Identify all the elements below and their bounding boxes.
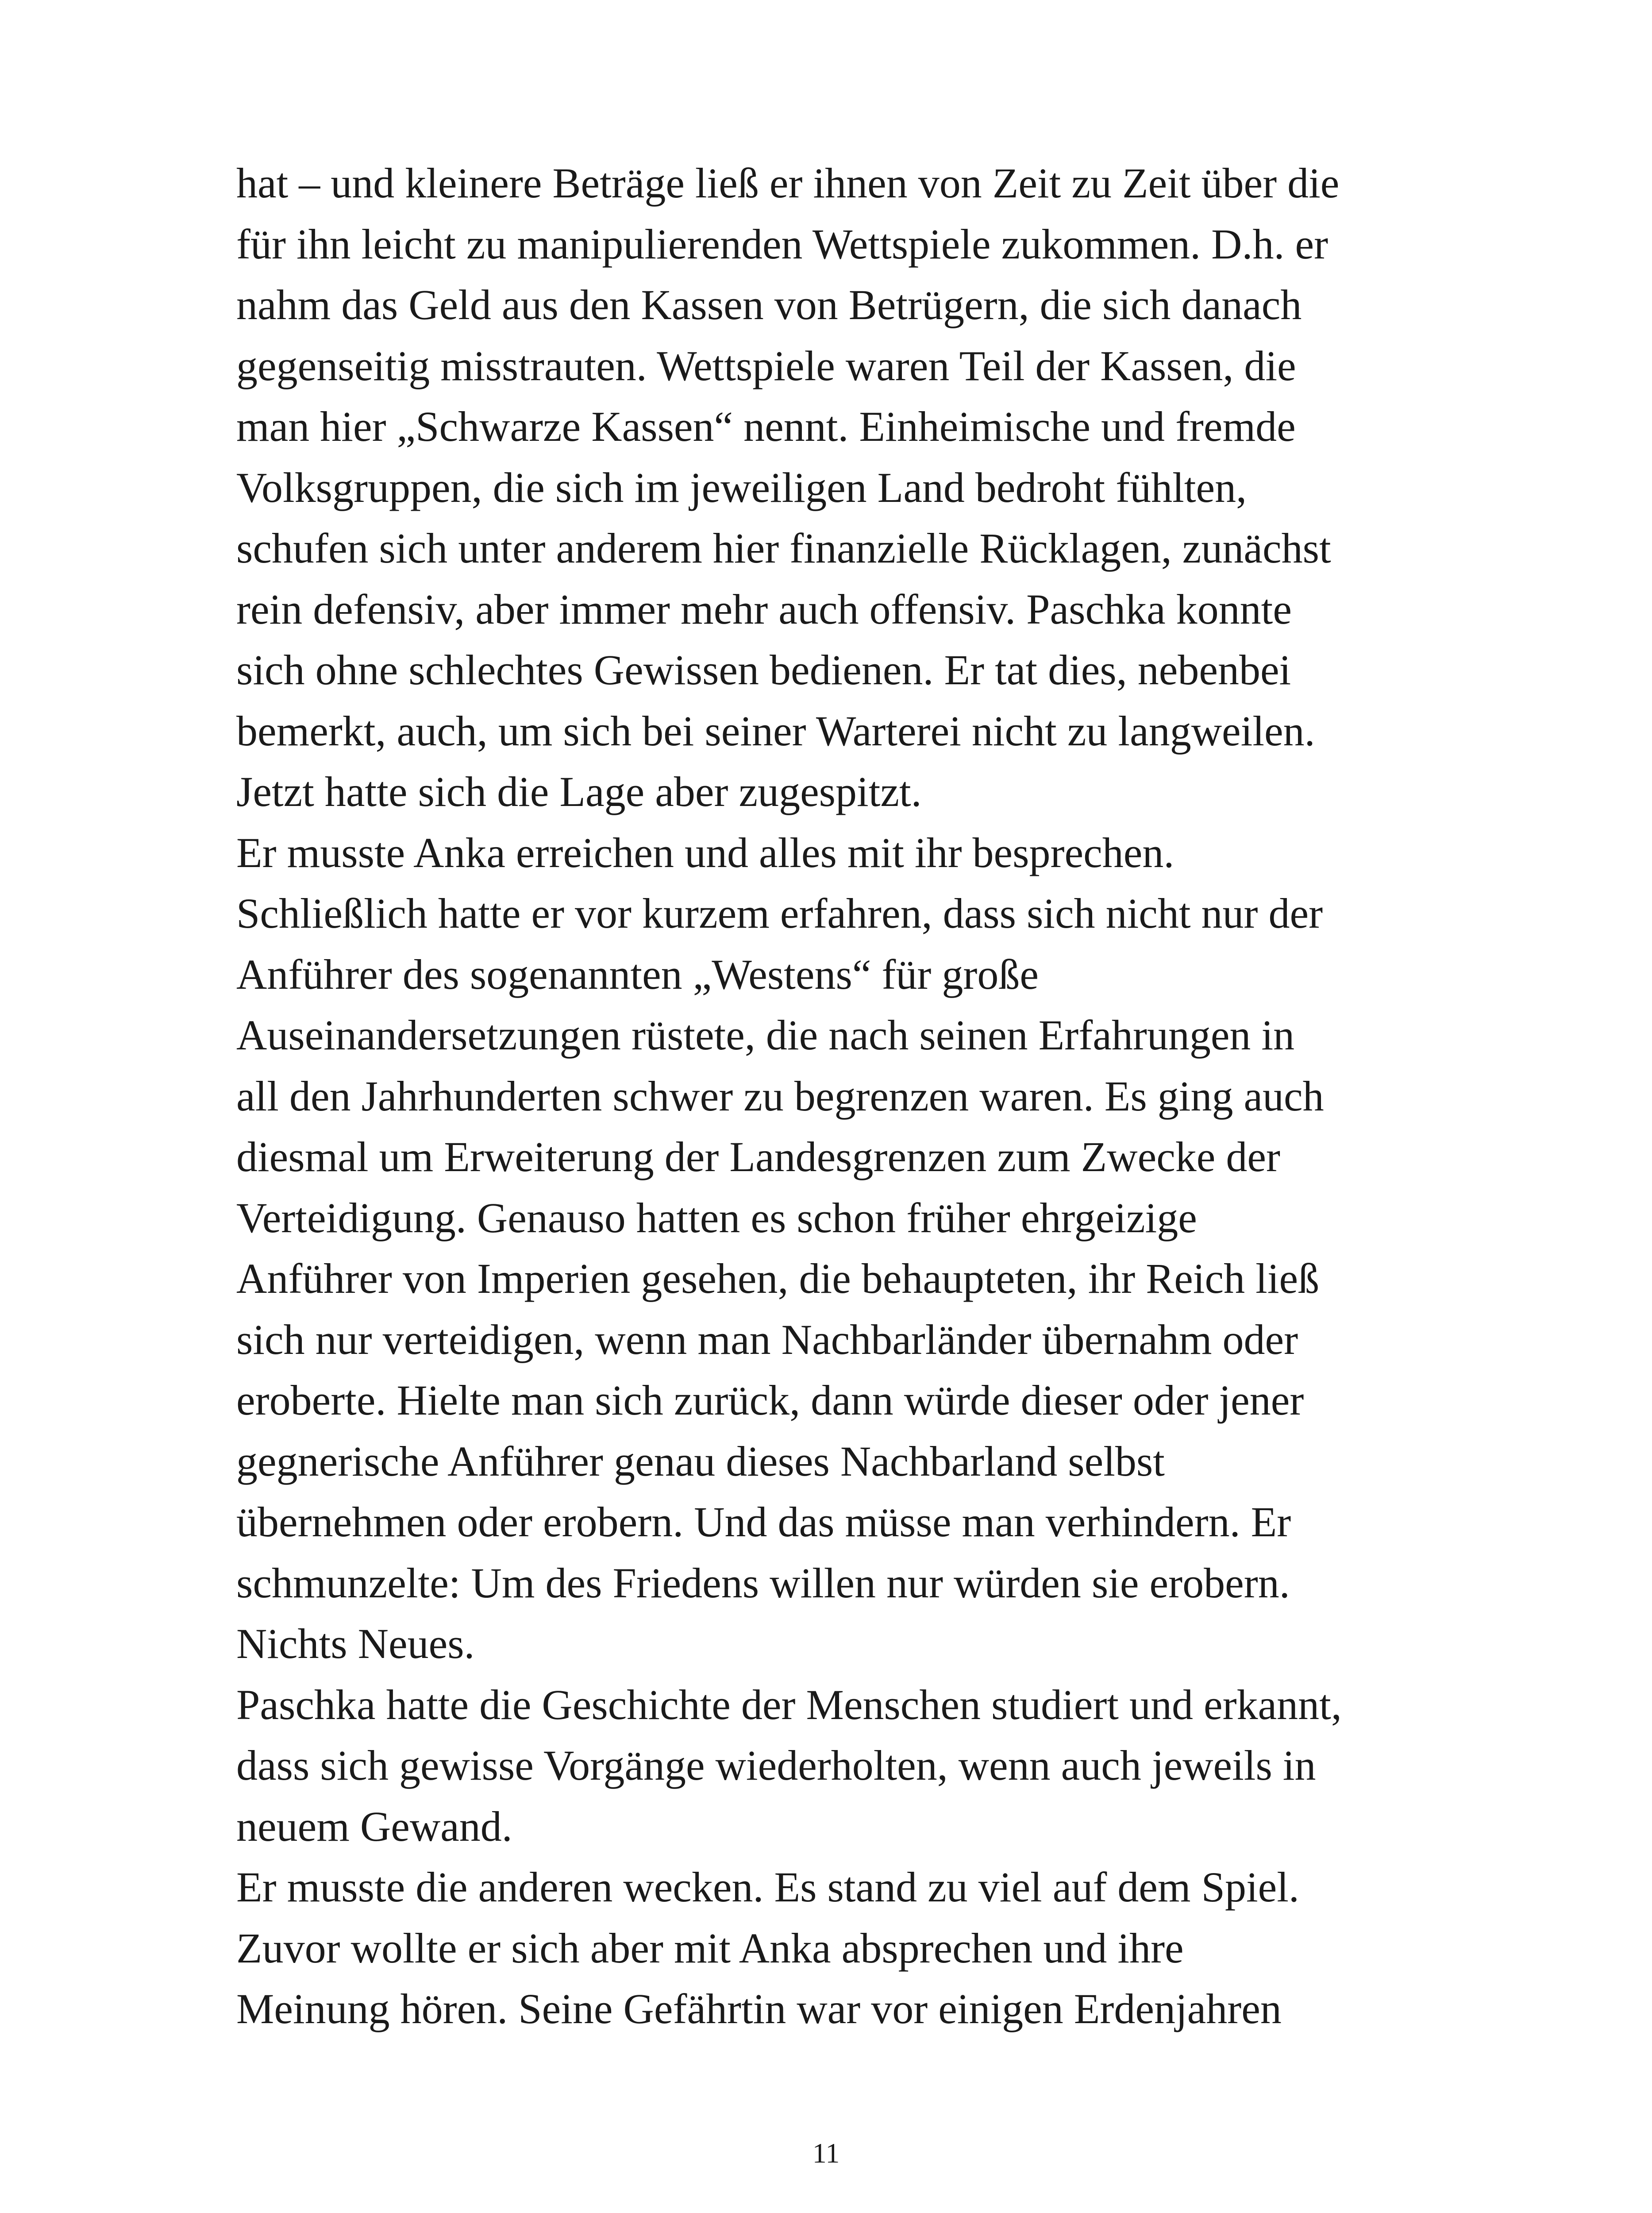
text-line: sich ohne schlechtes Gewissen bedienen. Er tat dies, nebenbei (236, 646, 1291, 694)
text-line: bemerkt, auch, um sich bei seiner Warterei nicht zu langweilen. (236, 707, 1315, 755)
text-line: übernehmen oder erobern. Und das müsse man verhindern. Er (236, 1498, 1291, 1546)
text-line: schmunzelte: Um des Friedens willen nur würden sie erobern. (236, 1559, 1290, 1607)
text-line: man hier „Schwarze Kassen“ nennt. Einheimische und fremde (236, 403, 1296, 450)
text-line: Paschka hatte die Geschichte der Menschen studiert und erkannt, (236, 1681, 1342, 1728)
text-line: Zuvor wollte er sich aber mit Anka absprechen und ihre (236, 1924, 1184, 1972)
text-line: all den Jahrhunderten schwer zu begrenzen waren. Es ging auch (236, 1072, 1324, 1120)
text-line: schufen sich unter anderem hier finanzielle Rücklagen, zunächst (236, 524, 1331, 572)
text-line: Anführer von Imperien gesehen, die behaupteten, ihr Reich ließ (236, 1255, 1320, 1302)
text-line: für ihn leicht zu manipulierenden Wettspiele zukommen. D.h. er (236, 220, 1329, 268)
text-line: gegenseitig misstrauten. Wettspiele waren Teil der Kassen, die (236, 342, 1296, 389)
text-line: Volksgruppen, die sich im jeweiligen Land bedroht fühlten, (236, 463, 1247, 511)
text-line: Meinung hören. Seine Gefährtin war vor einigen Erdenjahren (236, 1985, 1282, 2032)
text-line: hat – und kleinere Beträge ließ er ihnen von Zeit zu Zeit über die (236, 159, 1340, 207)
text-line: neuem Gewand. (236, 1802, 512, 1850)
text-line: Er musste die anderen wecken. Es stand zu viel auf dem Spiel. (236, 1863, 1299, 1911)
text-line: sich nur verteidigen, wenn man Nachbarländer übernahm oder (236, 1315, 1298, 1363)
page-number: 11 (812, 2137, 840, 2169)
text-line: dass sich gewisse Vorgänge wiederholten, wenn auch jeweils in (236, 1742, 1316, 1789)
text-line: Nichts Neues. (236, 1620, 475, 1667)
text-line: eroberte. Hielte man sich zurück, dann würde dieser oder jener (236, 1376, 1304, 1424)
text-line: nahm das Geld aus den Kassen von Betrügern, die sich danach (236, 281, 1302, 328)
text-line: Schließlich hatte er vor kurzem erfahren, dass sich nicht nur der (236, 890, 1323, 937)
text-line: Anführer des sogenannten „Westens“ für große (236, 950, 1039, 998)
text-line: Er musste Anka erreichen und alles mit ihr besprechen. (236, 829, 1174, 876)
body-text (236, 153, 1440, 2040)
text-line: rein defensiv, aber immer mehr auch offensiv. Paschka konnte (236, 585, 1292, 633)
text-line: Auseinandersetzungen rüstete, die nach seinen Erfahrungen in (236, 1011, 1295, 1059)
text-line: gegnerische Anführer genau dieses Nachbarland selbst (236, 1437, 1165, 1485)
text-line: Verteidigung. Genauso hatten es schon früher ehrgeizige (236, 1194, 1197, 1241)
text-line: diesmal um Erweiterung der Landesgrenzen zum Zwecke der (236, 1133, 1280, 1180)
text-line: Jetzt hatte sich die Lage aber zugespitzt. (236, 768, 922, 815)
